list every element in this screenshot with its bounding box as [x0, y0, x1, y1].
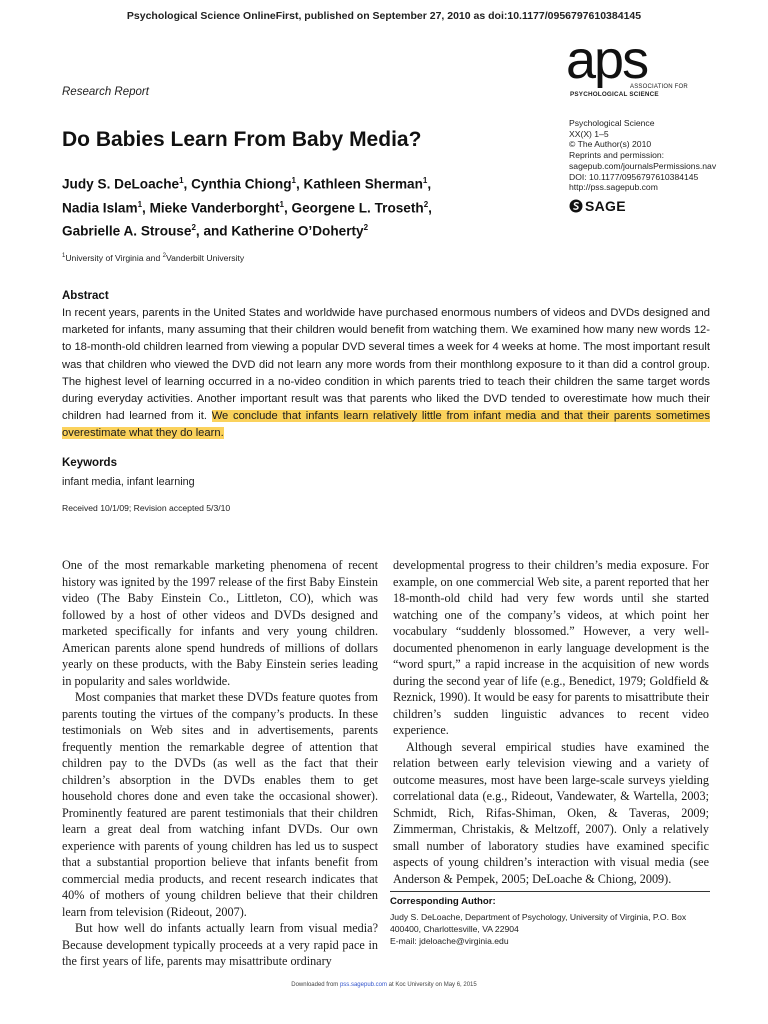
journal-reprints-url[interactable]: sagepub.com/journalsPermissions.nav — [569, 160, 717, 171]
author-list — [62, 171, 532, 242]
affiliation-mark: 1 — [62, 253, 66, 260]
corresponding-heading: Corresponding Author: — [390, 896, 496, 907]
body-paragraph: Most companies that market these DVDs feature quotes from parents touting the virtues of the company’s products. In these testimonials on Web sites and in advertisements, parents frequently mention the remarkable degree of attention that children pay to the DVDs (as well as the fact that their children’s absorption in the DVDs enables them to get household chores done and even take the occasional shower). Prominently featured are parent testimonials that their children learn a great deal from watching infant DVDs. Our own experience with parents of young children has led us to suspect that a substantial proportion believe that infants benefit from commercial media products, and recent research indicates that 40% of mothers of young children believe that their children learn from television (Rideout, 2007). — [62, 690, 378, 919]
download-footer — [0, 982, 768, 988]
author-name: , Georgene L. Troseth — [283, 200, 424, 216]
article-title: Do Babies Learn From Baby Media? — [62, 128, 422, 151]
author-separator: , — [428, 200, 432, 216]
body-paragraph: developmental progress to their children’s media exposure. For example, on one commercial Web site, a parent reported that her 18-month-old child had very few words until she started watching one of the company’s videos, at which point her vocabulary “suddenly blossomed.” However, a very well-documented phenomenon in early language development is the “word spurt,” a rapid increase in the acquisition of new words during the second year of life (e.g., Benedict, 1979; Goldfield & Reznick, 1990). It would be easy for parents to misattribute their children’s sudden linguistic advances to recent video experience. — [393, 558, 709, 737]
journal-reprints: Reprints and permission: — [569, 150, 665, 161]
corresponding-divider — [390, 891, 710, 892]
author-affiliation-mark: 2 — [363, 223, 369, 233]
author-name: Nadia Islam — [62, 200, 138, 216]
corresponding-details — [390, 911, 712, 947]
author-separator: , — [427, 176, 432, 192]
footer-text: at Koc University on May 6, 2015 — [387, 982, 477, 988]
body-column-left — [62, 557, 378, 970]
author-affiliation-mark: 1 — [179, 176, 184, 185]
affiliation-text: Vanderbilt University — [165, 253, 245, 263]
keywords-list: infant media, infant learning — [62, 476, 195, 488]
footer-link[interactable]: pss.sagepub.com — [339, 982, 387, 988]
footer-text: Downloaded from — [291, 982, 340, 988]
journal-copyright: © The Author(s) 2010 — [569, 139, 652, 150]
logo-line2: PSYCHOLOGICAL SCIENCE — [570, 91, 659, 98]
corresponding-line: Judy S. DeLoache, Department of Psychology, University of Virginia, P.O. Box — [390, 912, 687, 922]
body-column-right — [393, 557, 709, 887]
author-affiliation-mark: 1 — [279, 199, 284, 209]
author-name: Gabrielle A. Strouse — [62, 223, 192, 239]
author-affiliation-mark: 1 — [291, 176, 296, 185]
abstract-text: In recent years, parents in the United States and worldwide have purchased enormous numbers of videos and DVDs designed and marketed for infants, many assuming that their children would benefit from watching them. We examined how many new words 12- to 18-month-old children learned from viewing a popular DVD several times a week for 4 weeks at home. The most important result was that children who viewed the DVD did not learn any more words from their monthlong exposure to it than did a control group. The highest level of learning occurred in a no-video condition in which parents tried to teach their children the same target words during everyday activities. Another important result was that parents who liked the DVD tended to overestimate how much their children had learned from it. — [62, 307, 710, 423]
sage-logo — [569, 198, 626, 214]
author-name: , Cynthia Chiong — [183, 176, 292, 192]
abstract-body — [62, 305, 710, 443]
sage-wordmark: SAGE — [585, 198, 626, 214]
author-affiliation-mark: 2 — [423, 199, 429, 209]
corresponding-line: 400400, Charlottesville, VA 22904 — [390, 924, 519, 934]
logo-line1: ASSOCIATION FOR — [630, 84, 688, 90]
journal-site[interactable]: http://pss.sagepub.com — [569, 182, 658, 193]
journal-volume: XX(X) 1–5 — [569, 128, 609, 139]
abstract-highlight: We conclude that infants learn relatively little from infant media and that their parents sometimes overestimate what they do learn. — [62, 410, 710, 440]
body-paragraph: But how well do infants actually learn from visual media? Because development typically proceeds at a very rapid pace in the first years of life, parents may misattribute ordinary — [62, 921, 378, 968]
journal-name: Psychological Science — [569, 118, 655, 128]
author-name: , Kathleen Sherman — [296, 176, 423, 192]
aps-logo — [566, 36, 676, 88]
affiliation-mark: 2 — [162, 253, 166, 260]
received-dates: Received 10/1/09; Revision accepted 5/3/10 — [62, 503, 231, 513]
sage-s-icon — [569, 199, 583, 213]
journal-info — [569, 118, 749, 193]
body-paragraph: Although several empirical studies have examined the relation between early television viewing and a variety of outcome measures, most have been large-scale surveys yielding correlational data (e.g., Rideout, Vandewater, & Wartella, 2003; Schmidt, Rich, Rifas-Shiman, Oken, & Taveras, 2009; Zimmerman, Christakis, & Meltzoff, 2007). Only a relatively small number of laboratory studies have examined specific aspects of young children’s interaction with visual media (see Anderson & Pempek, 2005; DeLoache & Chiong, 2009). — [393, 739, 709, 886]
author-name: , Mieke Vanderborght — [142, 200, 280, 216]
article-type-label: Research Report — [62, 86, 149, 98]
author-affiliation-mark: 1 — [137, 199, 143, 209]
keywords-heading: Keywords — [62, 457, 117, 469]
body-paragraph: One of the most remarkable marketing phenomena of recent history was ignited by the 1997 release of the first Baby Einstein video (The Baby Einstein Co., Littleton, CO), which was followed by a host of other videos and DVDs designed and marketed specifically for infants and very young children. American parents alone spend hundreds of millions of dollars yearly on these products, with the Baby Einstein series leading in popularity and sales worldwide. — [62, 558, 378, 688]
affiliations — [62, 253, 244, 263]
author-name: Judy S. DeLoache — [62, 176, 180, 192]
top-banner: Psychological Science OnlineFirst, published on September 27, 2010 as doi:10.1177/0956797610384145 — [126, 10, 642, 22]
author-affiliation-mark: 1 — [422, 176, 428, 185]
journal-doi: DOI: 10.1177/0956797610384145 — [569, 171, 699, 182]
author-name: , and Katherine O’Doherty — [195, 223, 364, 239]
aps-logo-mark: aps — [566, 36, 648, 88]
affiliation-text: University of Virginia and — [65, 253, 163, 263]
abstract-heading: Abstract — [62, 290, 109, 302]
author-affiliation-mark: 2 — [191, 223, 196, 233]
corresponding-email[interactable]: E-mail: jdeloache@virginia.edu — [390, 936, 509, 946]
